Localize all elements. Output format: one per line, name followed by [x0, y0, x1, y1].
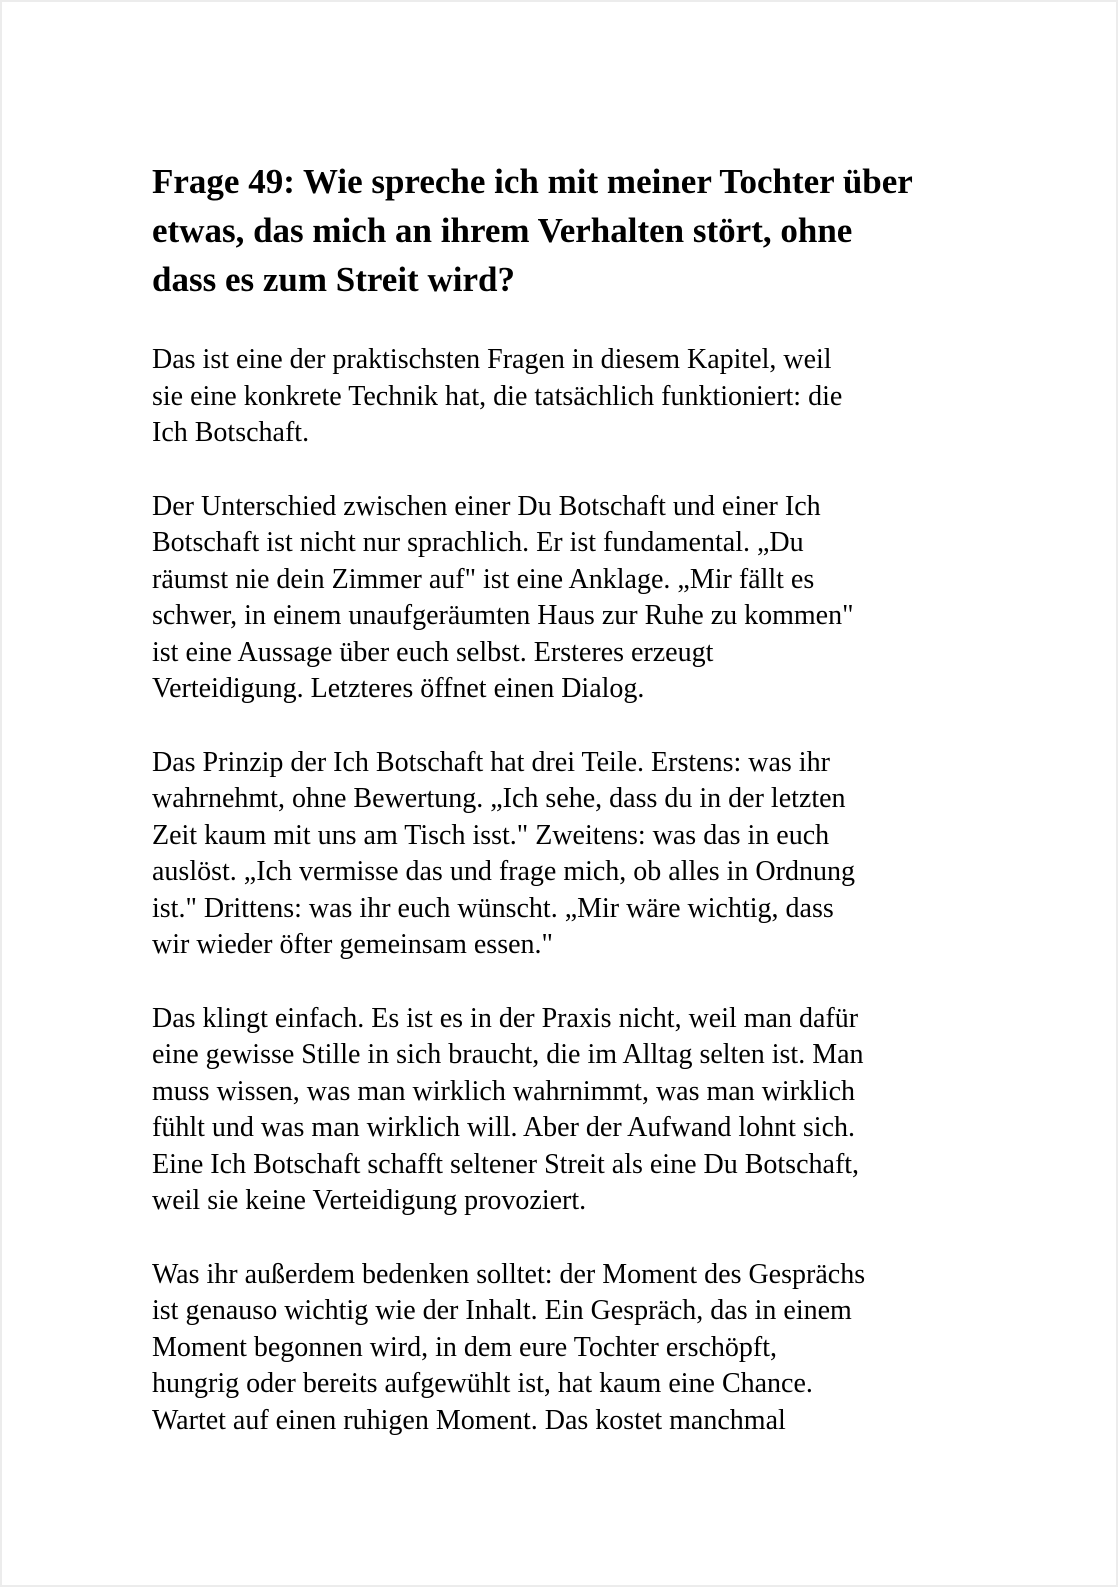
paragraph-timing — [152, 1257, 972, 1440]
text-line: eine gewisse Stille in sich braucht, die im Alltag selten ist. Man — [152, 1039, 864, 1070]
text-line: Das ist eine der praktischsten Fragen in diesem Kapitel, weil — [152, 344, 832, 375]
text-line: ist." Drittens: was ihr euch wünscht. „Mir wäre wichtig, dass — [152, 892, 834, 924]
text-line: fühlt und was man wirklich will. Aber der Aufwand lohnt sich. — [152, 1112, 855, 1143]
text-line: Das klingt einfach. Es ist es in der Praxis nicht, weil man dafür — [152, 1002, 859, 1034]
text-line: Moment begonnen wird, in dem eure Tochter erschöpft, — [152, 1331, 778, 1363]
text-line: Verteidigung. Letzteres öffnet einen Dialog. — [152, 673, 645, 704]
text-line: Der Unterschied zwischen einer Du Botschaft und einer Ich — [152, 490, 821, 522]
text-line: Das Prinzip der Ich Botschaft hat drei Teile. Erstens: was ihr — [152, 746, 830, 778]
text-line: Eine Ich Botschaft schafft seltener Streit als eine Du Botschaft, — [152, 1148, 860, 1180]
text-line: schwer, in einem unaufgeräumten Haus zur Ruhe zu kommen" — [152, 600, 854, 631]
text-line: sie eine konkrete Technik hat, die tatsächlich funktioniert: die — [152, 380, 843, 412]
text-line: Was ihr außerdem bedenken solltet: der Moment des Gesprächs — [152, 1258, 866, 1290]
question-heading — [152, 157, 972, 304]
text-line: wahrnehmt, ohne Bewertung. „Ich sehe, dass du in der letzten — [152, 783, 846, 814]
text-line: Ich Botschaft. — [152, 417, 310, 448]
text-line: muss wissen, was man wirklich wahrnimmt, was man wirklich — [152, 1075, 856, 1107]
text-line: weil sie keine Verteidigung provoziert. — [152, 1185, 587, 1216]
paragraph-principle — [152, 745, 972, 964]
paragraph-intro — [152, 342, 972, 452]
text-line: wir wieder öfter gemeinsam essen." — [152, 929, 553, 960]
heading-line: etwas, das mich an ihrem Verhalten stört, ohne — [152, 211, 853, 250]
text-line: räumst nie dein Zimmer auf" ist eine Anklage. „Mir fällt es — [152, 563, 815, 595]
text-line: auslöst. „Ich vermisse das und frage mich, ob alles in Ordnung — [152, 856, 855, 887]
paragraph-difference — [152, 489, 972, 708]
text-line: Botschaft ist nicht nur sprachlich. Er ist fundamental. „Du — [152, 527, 804, 558]
text-line: hungrig oder bereits aufgewühlt ist, hat kaum eine Chance. — [152, 1368, 813, 1399]
text-line: ist eine Aussage über euch selbst. Ersteres erzeugt — [152, 636, 714, 668]
text-line: Zeit kaum mit uns am Tisch isst." Zweitens: was das in euch — [152, 819, 830, 851]
text-line: ist genauso wichtig wie der Inhalt. Ein Gespräch, das in einem — [152, 1295, 852, 1326]
text-line: Wartet auf einen ruhigen Moment. Das kostet manchmal — [152, 1404, 786, 1436]
paragraph-practice — [152, 1001, 972, 1220]
heading-line: Frage 49: Wie spreche ich mit meiner Tochter über — [152, 162, 913, 201]
heading-line: dass es zum Streit wird? — [152, 260, 515, 299]
page-content — [152, 157, 972, 1476]
